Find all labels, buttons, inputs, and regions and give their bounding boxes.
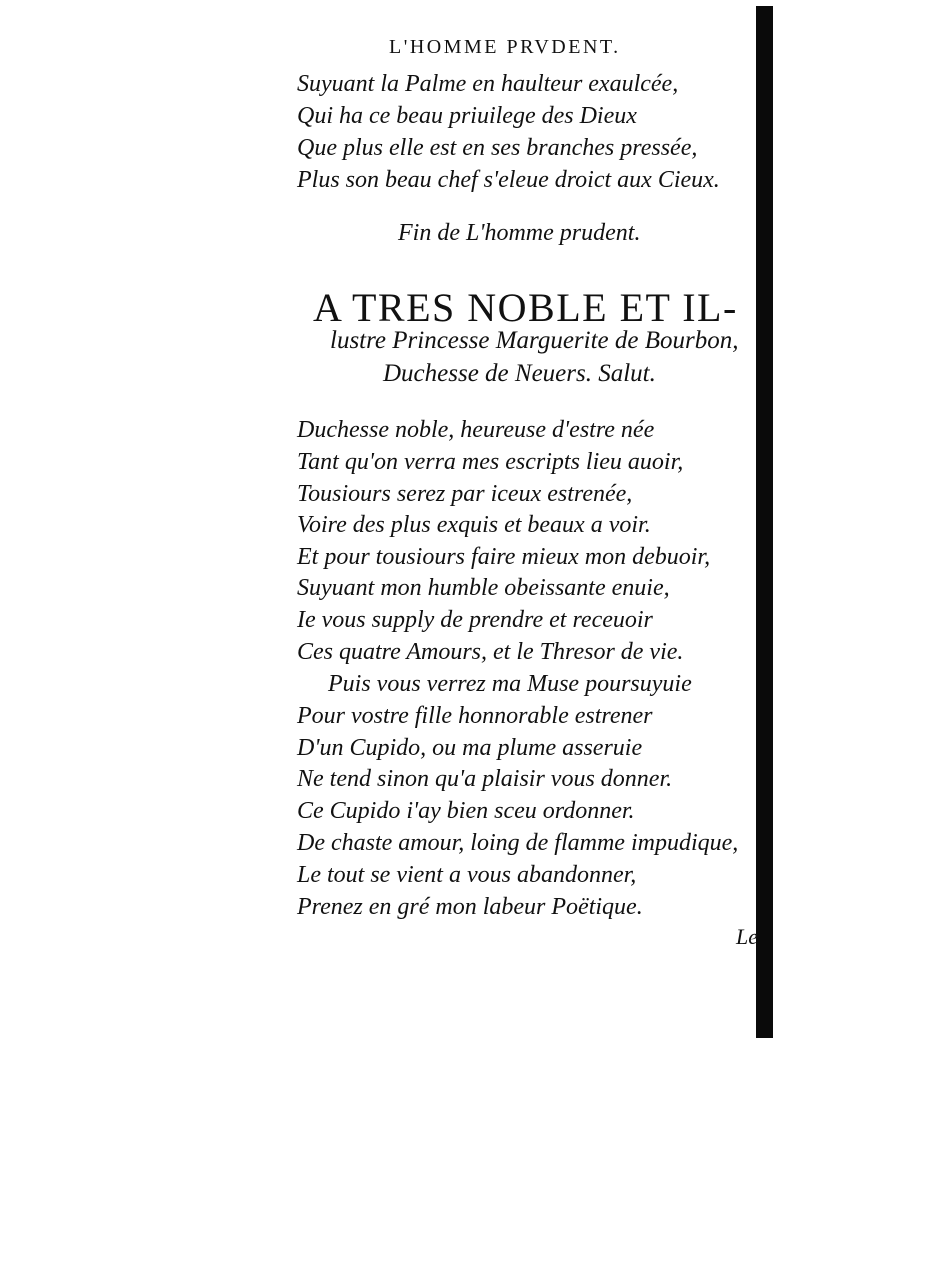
verse-line: Plus son beau chef s'eleue droict aux Cieux. bbox=[297, 167, 720, 193]
verse-line: Ce Cupido i'ay bien sceu ordonner. bbox=[297, 798, 635, 824]
catchword: Le bbox=[736, 924, 758, 949]
finis-line: Fin de L'homme prudent. bbox=[398, 220, 641, 246]
verse-line: Tousiours serez par iceux estrenée, bbox=[297, 481, 633, 507]
dedication-subtitle: Duchesse de Neuers. Salut. bbox=[383, 360, 656, 387]
verse-line: Qui ha ce beau priuilege des Dieux bbox=[297, 103, 637, 129]
verse-line: Le tout se vient a vous abandonner, bbox=[297, 862, 637, 888]
verse-line: Tant qu'on verra mes escripts lieu auoir, bbox=[297, 449, 684, 475]
dedication-title: A TRES NOBLE ET IL- bbox=[313, 285, 738, 330]
verse-line: Prenez en gré mon labeur Poëtique. bbox=[297, 894, 643, 920]
verse-line: Pour vostre fille honnorable estrener bbox=[297, 703, 653, 729]
verse-line: Voire des plus exquis et beaux a voir. bbox=[297, 512, 651, 538]
verse-line: Puis vous verrez ma Muse poursuyuie bbox=[328, 671, 692, 697]
verse-line: Que plus elle est en ses branches pressée, bbox=[297, 135, 698, 161]
verse-line: Ces quatre Amours, et le Thresor de vie. bbox=[297, 639, 684, 665]
verse-line: Ne tend sinon qu'a plaisir vous donner. bbox=[297, 766, 673, 792]
running-head: L'HOMME PRVDENT. bbox=[389, 36, 621, 58]
page-edge-shadow bbox=[756, 6, 773, 1038]
verse-line: Et pour tousiours faire mieux mon debuoir, bbox=[297, 544, 711, 570]
verse-line: D'un Cupido, ou ma plume asseruie bbox=[297, 735, 643, 761]
verse-line: Suyuant la Palme en haulteur exaulcée, bbox=[297, 71, 679, 97]
verse-line: Duchesse noble, heureuse d'estre née bbox=[297, 417, 655, 443]
verse-line: Ie vous supply de prendre et receuoir bbox=[297, 607, 653, 633]
dedication-subtitle: lustre Princesse Marguerite de Bourbon, bbox=[330, 327, 739, 354]
verse-line: De chaste amour, loing de flamme impudique, bbox=[297, 830, 739, 856]
verse-line: Suyuant mon humble obeissante enuie, bbox=[297, 575, 670, 601]
